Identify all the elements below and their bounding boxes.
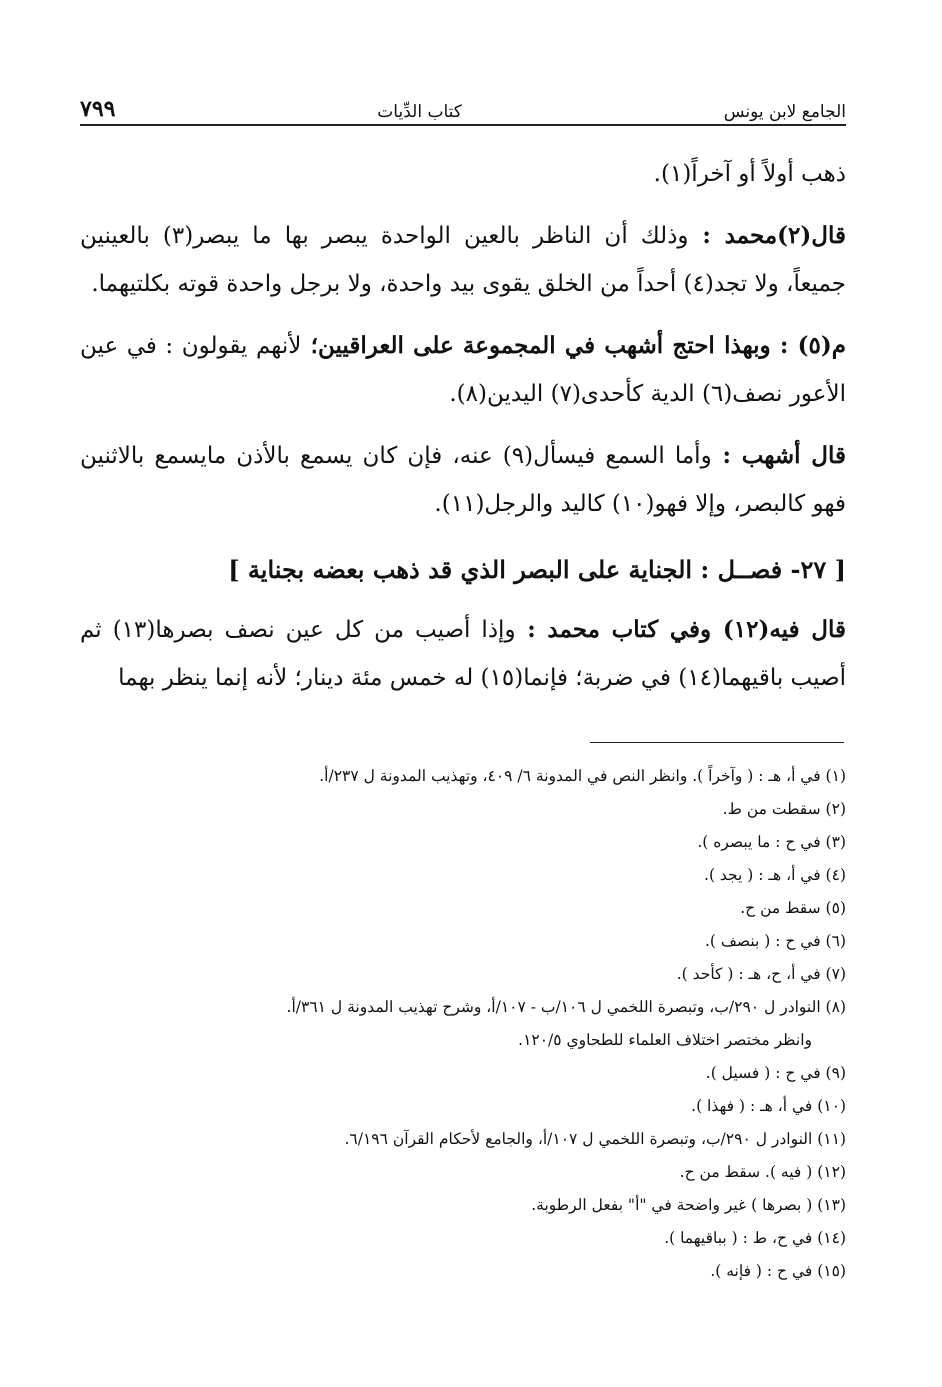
footnote-7: (٧) في أ، ح، هـ : ( كأحد ). [676,965,846,983]
paragraph-3-lead: م(٥) : وبهذا احتج أشهب في المجموعة على العراقيين؛ [301,332,846,359]
footnote-10: (١٠) في أ، هـ : ( فهذا ). [691,1097,846,1115]
footnote-11: (١١) النوادر ل ٢٩٠/ب، وتبصرة اللخمي ل ١٠٧/أ، والجامع لأحكام القرآن ٦/١٩٦. [344,1130,846,1148]
footnote-8: (٨) النوادر ل ٢٩٠/ب، وتبصرة اللخمي ل ١٠٦/ب - ١٠٧/أ، وشرح تهذيب المدونة ل ٣٦١/أ. [286,998,846,1016]
paragraph-5-text: وإذا أصيب من كل عين نصف بصرها(١٣) ثم أصيب باقيهما(١٤) في ضربة؛ فإنما(١٥) له خمس مئة دينار؛ لأنه إنما ينظر بهما [80,617,846,691]
header-book-title: الجامع لابن يونس [723,102,846,122]
footnote-1: (١) في أ، هـ : ( وآخراً ). وانظر النص في المدونة ٦/ ٤٠٩، وتهذيب المدونة ل ٢٣٧/أ. [319,767,846,785]
footnotes [80,760,846,1288]
footnote-5: (٥) سقط من ح. [740,899,846,917]
footnote-14: (١٤) في ح، ط : ( بباقيهما ). [664,1229,846,1247]
footnote-9: (٩) في ح : ( فسيل ). [705,1064,846,1082]
paragraph-4-lead: قال أشهب : [711,442,847,469]
paragraph-2 [80,212,846,308]
main-text [80,150,846,716]
page-number: ٧٩٩ [80,96,116,122]
footnote-15: (١٥) في ح : ( فإنه ). [710,1262,846,1280]
header-rule [80,124,846,126]
footnote-13: (١٣) ( بصرها ) غير واضحة في "أ" بفعل الرطوبة. [531,1196,846,1214]
header-chapter-title: كتاب الدِّيات [377,102,462,122]
footnote-12: (١٢) ( فيه ). سقط من ح. [679,1163,846,1181]
running-header [80,92,846,122]
section-heading: [ ٢٧- فصــل : الجناية على البصر الذي قد ذهب بعضه بجناية ] [228,555,846,584]
paragraph-4 [80,432,846,528]
footnote-separator [590,742,844,743]
paragraph-3-text: لأنهم يقولون : في عين الأعور نصف(٦) الدية كأحدى(٧) اليدين(٨). [80,333,846,407]
footnote-4: (٤) في أ، هـ : ( يجد ). [704,866,846,884]
footnote-6: (٦) في ح : ( بنصف ). [704,932,846,950]
footnote-3: (٣) في ح : ما يبصره ). [697,833,846,851]
paragraph-1: ذهب أولاً أو آخراً(١). [653,161,846,187]
paragraph-3 [80,322,846,418]
paragraph-2-text: وذلك أن الناظر بالعين الواحدة يبصر بها ما يبصر(٣) بالعينين جميعاً، ولا تجد(٤) أحداً من الخلق يقوى بيد واحدة، ولا برجل واحدة قوته بكلتيهما. [80,223,846,297]
paragraph-2-lead: قال(٢)محمد : [688,222,846,249]
footnote-2: (٢) سقطت من ط. [722,800,846,818]
paragraph-5 [80,606,846,702]
footnote-8-continued: وانظر مختصر اختلاف العلماء للطحاوي ١٢٠/٥. [518,1031,812,1049]
paragraph-5-lead: قال فيه(١٢) وفي كتاب محمد : [515,616,846,643]
paragraph-4-text: وأما السمع فيسأل(٩) عنه، فإن كان يسمع بالأذن مايسمع بالاثنين فهو كالبصر، وإلا فهو(١٠) كاليد والرجل(١١). [80,443,846,517]
